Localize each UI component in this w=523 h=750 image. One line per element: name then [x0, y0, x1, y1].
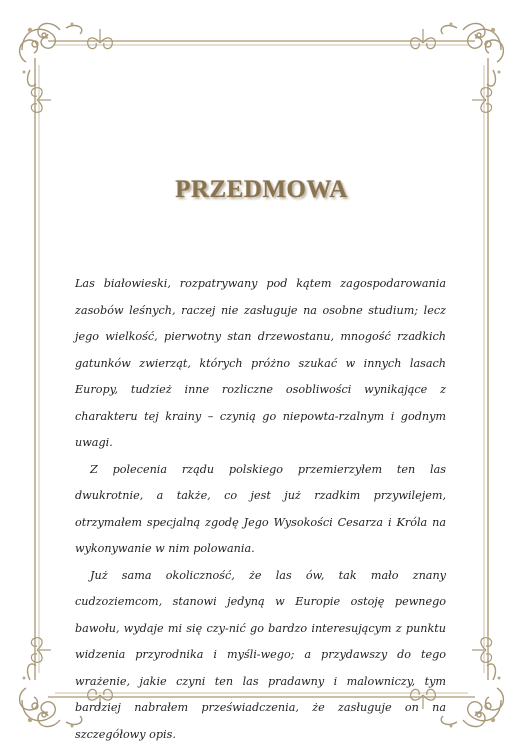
- corner-ornament-top-left: [20, 23, 82, 87]
- corner-ornament-top-right: [441, 23, 503, 87]
- paragraph-1: Las białowieski, rozpatrywany pod kątem zagospodarowania zasobów leśnych, raczej nie zasługuje na osobne studium; lecz jego wielkość, pierwotny stan drzewostanu, mnogość rzadkich gatunków zwierząt, których próżno szukać w innych lasach Europy, tudzież inne rozliczne osobliwości wynikające z charakteru tej krainy – czynią go niepowta-rzalnym i godnym uwagi.: [75, 277, 446, 449]
- body-text: [75, 271, 446, 748]
- paragraph-2: Z polecenia rządu polskiego przemierzyłem ten las dwukrotnie, a także, co jest już rzadkim przywilejem, otrzymałem specjalną zgodę Jego Wysokości Cesarza i Króla na wykonywanie w nim polowania.: [75, 462, 446, 555]
- paragraph-3: Już sama okoliczność, że las ów, tak mało znany cudzoziemcom, stanowi jedyną w Europie ostoję pewnego bawołu, wydaje mi się czy-nić go bardzo interesującym z punktu widzenia przyrodnika i myśli-wego; a przydawszy do tego wrażenie, jakie czyni ten las pradawny i malowniczy, tym bardziej nabrałem przeświadczenia, że zasługuje on na szczegółowy opis.: [75, 568, 446, 741]
- corner-ornament-bottom-left: [20, 664, 82, 728]
- page-title: PRZEDMOWA: [175, 176, 348, 203]
- corner-ornament-bottom-right: [441, 664, 503, 728]
